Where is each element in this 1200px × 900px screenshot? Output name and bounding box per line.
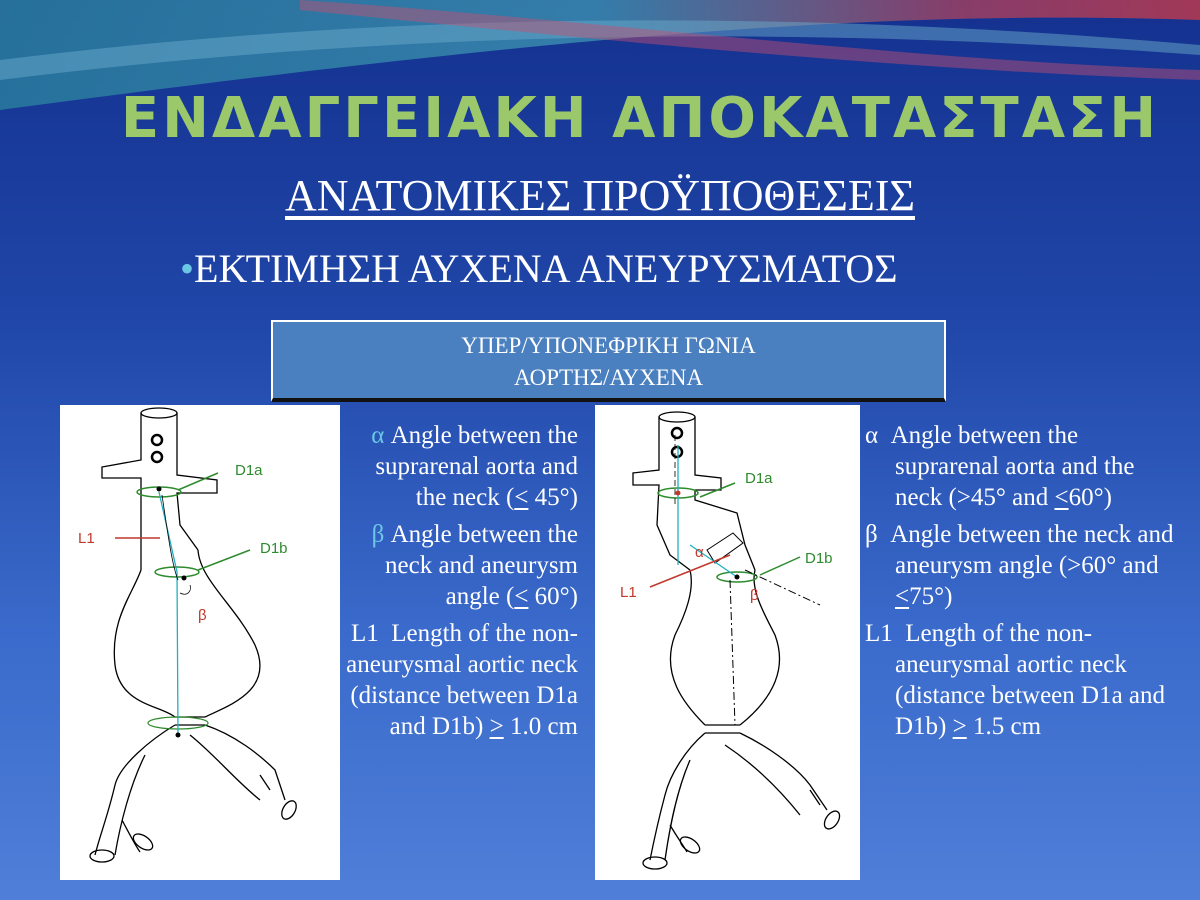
- right-beta-op: <: [895, 583, 910, 610]
- l1-label-right: L1: [620, 584, 637, 601]
- left-beta-value: 60°): [528, 583, 578, 610]
- left-aorta-diagram: [60, 405, 340, 880]
- left-alpha-item: [346, 420, 578, 513]
- right-beta-text: Angle between the neck and aneurysm angle (>60° and: [890, 521, 1174, 579]
- beta-label: β: [198, 607, 207, 624]
- slide-subtitle: ΑΝΑΤΟΜΙΚΕΣ ΠΡΟΫΠΟΘΕΣΕΙΣ: [285, 171, 915, 220]
- right-criteria-text: [865, 420, 1185, 748]
- left-beta-item: [346, 519, 578, 612]
- bullet-dot-icon: •: [180, 246, 195, 291]
- alpha-label-right: α: [695, 544, 704, 561]
- left-alpha-op: <: [514, 484, 529, 511]
- bullet-text: ΕΚΤΙΜΗΣΗ ΑΥΧΕΝΑ ΑΝΕΥΡΥΣΜΑΤΟΣ: [194, 246, 898, 291]
- right-beta-item: [865, 519, 1185, 612]
- bullet-item: [180, 245, 898, 292]
- right-l1-text: Length of the non-aneurysmal aortic neck (distance between D1a and D1b): [895, 620, 1166, 740]
- right-beta-value: 75°): [909, 583, 953, 610]
- section-header-box: [271, 320, 946, 402]
- left-alpha-symbol: α: [371, 422, 385, 449]
- right-l1-op: >: [952, 713, 967, 740]
- left-beta-text: Angle between the neck and aneurysm angle (: [385, 521, 578, 610]
- d1a-label: D1a: [235, 462, 263, 479]
- right-alpha-op: <: [1054, 484, 1069, 511]
- left-alpha-text: Angle between the suprarenal aorta and the neck (: [375, 422, 578, 511]
- right-l1-item: [865, 618, 1185, 742]
- right-aorta-svg: [595, 405, 860, 880]
- right-alpha-symbol: α: [865, 422, 879, 449]
- left-l1-symbol: L1: [350, 620, 379, 647]
- left-l1-op: >: [489, 713, 504, 740]
- beta-label-right: β: [750, 587, 759, 604]
- right-beta-symbol: β: [865, 521, 878, 548]
- left-beta-op: <: [514, 583, 529, 610]
- right-alpha-item: [865, 420, 1185, 513]
- d1b-label: D1b: [260, 540, 288, 557]
- left-criteria-text: [346, 420, 578, 748]
- left-alpha-value: 45°): [528, 484, 578, 511]
- left-beta-symbol: β: [371, 521, 385, 548]
- slide-title: ΕΝΔΑΓΓΕΙΑΚΗ ΑΠΟΚΑΤΑΣΤΑΣΗ: [120, 86, 1160, 151]
- left-aorta-svg: [60, 405, 340, 880]
- left-l1-text: Length of the non-aneurysmal aortic neck (distance between D1a and D1b): [346, 620, 578, 740]
- l1-label: L1: [78, 530, 95, 547]
- right-aorta-diagram: [595, 405, 860, 880]
- left-l1-value: 1.0 cm: [503, 713, 578, 740]
- header-line-1: ΥΠΕΡ/ΥΠΟΝΕΦΡΙΚΗ ΓΩΝΙΑ: [461, 333, 756, 358]
- d1a-label-right: D1a: [745, 470, 773, 487]
- d1b-label-right: D1b: [805, 550, 833, 567]
- right-alpha-value: 60°): [1068, 484, 1112, 511]
- right-l1-value: 1.5 cm: [966, 713, 1042, 740]
- right-alpha-text: Angle between the suprarenal aorta and the neck (>45° and: [890, 422, 1135, 511]
- right-l1-symbol: L1: [865, 620, 893, 647]
- left-l1-item: [346, 618, 578, 742]
- header-line-2: ΑΟΡΤΗΣ/ΑΥΧΕΝΑ: [513, 365, 704, 390]
